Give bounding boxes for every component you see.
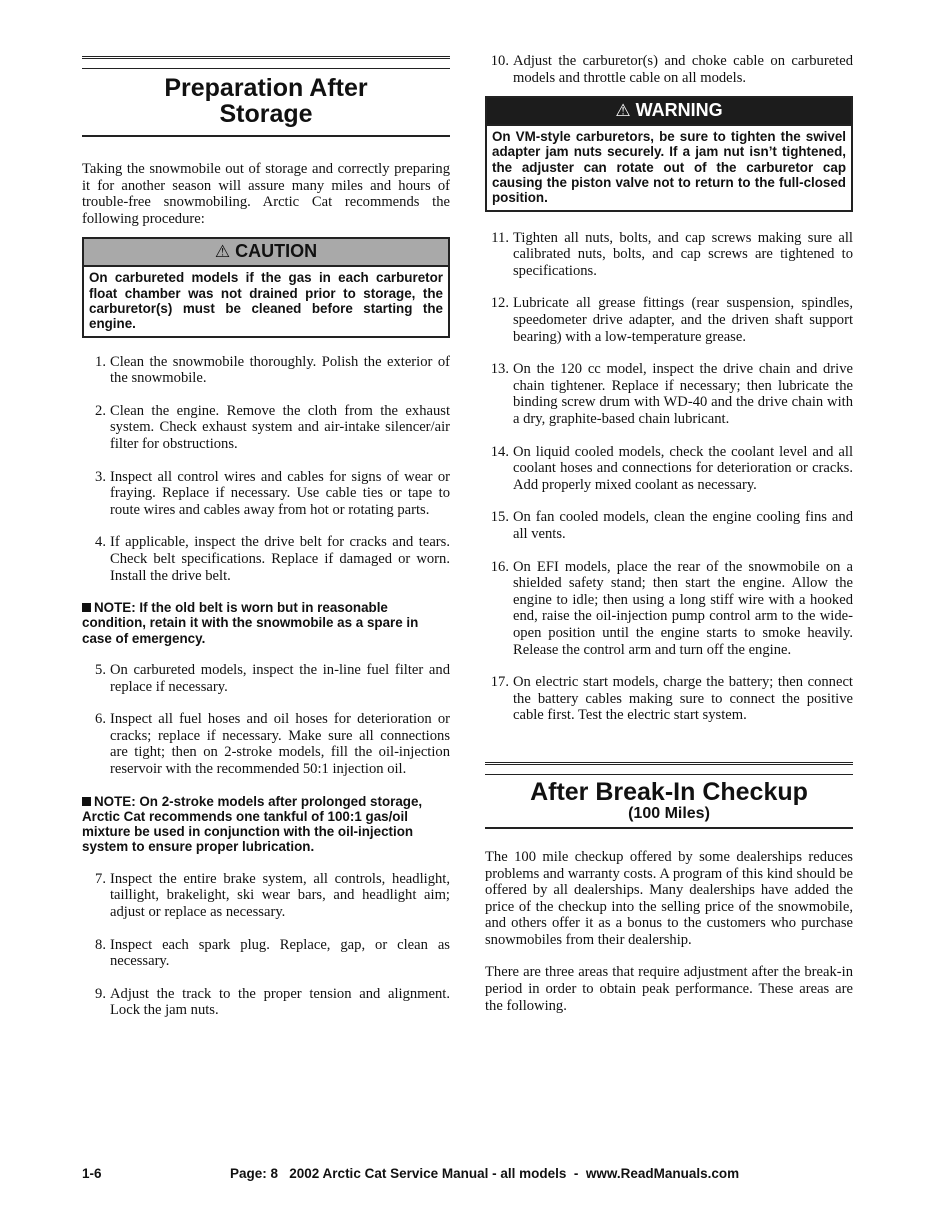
warning-header xyxy=(487,98,851,126)
right-column xyxy=(485,53,853,1014)
steps-list-b xyxy=(82,662,450,778)
checkup-areas-paragraph: There are three areas that require adjustment after the break-in period in order to obtain peak performance. These areas are the following. xyxy=(485,964,853,1014)
list-item: 3. Inspect all control wires and cables for signs of wear or fraying. Replace if necessary. Use cable ties or tape to route wires and cables away from hot or rotating parts. xyxy=(95,468,450,518)
caution-label: CAUTION xyxy=(235,241,318,262)
steps-list-a xyxy=(82,354,450,585)
checkup-paragraph: The 100 mile checkup offered by some dealerships reduces problems and warranty costs. A program of this kind should be offered by all dealerships. Many dealerships have added the price of the checkup into the selling price of the snowmobile, and others offer it as a bonus to the customers who purchase snowmobiles from their dealership. xyxy=(485,848,853,948)
caution-box xyxy=(82,237,450,337)
list-item: 16. On EFI models, place the rear of the snowmobile on a shielded safety stand; then start the engine. Allow the engine to idle; then using a long stiff wire with a hooked end, raise the oil-injection pump control arm to the wide-open position until the engine starts to smoke heavily. Release the control arm and turn off the engine. xyxy=(490,558,853,658)
warning-box xyxy=(485,96,853,211)
checkup-subtitle: (100 Miles) xyxy=(628,804,710,822)
bullet-square-icon xyxy=(82,797,91,806)
list-item: 11. Tighten all nuts, bolts, and cap screws making sure all calibrated nuts, bolts, and cap screws are tightened to specifications. xyxy=(491,229,853,279)
checkup-title: After Break-In Checkup xyxy=(530,777,808,806)
steps-list-c xyxy=(82,871,450,1019)
list-item: 15. On fan cooled models, clean the engine cooling fins and all vents. xyxy=(490,509,853,542)
section-title: Preparation After Storage xyxy=(164,74,368,128)
intro-paragraph: Taking the snowmobile out of storage and correctly preparing it for another season will assure many miles and hours of trouble-free snowmobiling. Arctic Cat recommends the following procedure: xyxy=(82,161,450,227)
list-item: 13. On the 120 cc model, inspect the drive chain and drive chain tightener. Replace if necessary; then lubricate the binding screw drum with WD-40 and the drive chain with a dry, graphite-based chain lubricant. xyxy=(490,361,853,428)
caution-header xyxy=(84,239,448,267)
list-item: 9. Adjust the track to the proper tension and alignment. Lock the jam nuts. xyxy=(95,985,450,1019)
steps-list-d xyxy=(485,53,853,86)
list-item: 12. Lubricate all grease fittings (rear suspension, spindles, speedometer drive adapter, and the driven shaft support bearing) with a low-temperature grease. xyxy=(490,295,853,345)
warning-triangle-icon: ⚠ xyxy=(214,242,231,262)
note-2-stroke: NOTE: On 2-stroke models after prolonged storage, Arctic Cat recommends one tankful of 100:1 gas/oil mixture be used in conjunction with the oil-injection system to ensure proper lubrication. xyxy=(82,793,423,855)
footer-source: Page: 8 2002 Arctic Cat Service Manual - all models - www.ReadManuals.com xyxy=(230,1166,740,1181)
caution-text: On carbureted models if the gas in each carburetor float chamber was not drained prior to storage, the carburetor(s) must be cleaned before starting the engine. xyxy=(89,270,443,332)
bullet-square-icon xyxy=(82,603,91,612)
list-item: 4. If applicable, inspect the drive belt for cracks and tears. Check belt specifications. Replace if damaged or worn. Install the drive belt. xyxy=(95,534,450,584)
list-item: 1. Clean the snowmobile thoroughly. Polish the exterior of the snowmobile. xyxy=(95,353,450,387)
section-title-block xyxy=(82,56,450,137)
warning-label: WARNING xyxy=(635,100,723,121)
list-item: 14. On liquid cooled models, check the coolant level and all coolant hoses and connections for deterioration or cracks. Add properly mixed coolant as necessary. xyxy=(490,443,853,493)
warning-text: On VM-style carburetors, be sure to tighten the swivel adapter jam nuts securely. If a jam nut isn’t tightened, the adjuster can rotate out of the carburetor cap causing the piston valve not to return to the full-closed position. xyxy=(492,129,846,206)
list-item: 6. Inspect all fuel hoses and oil hoses for deterioration or cracks; replace if necessary. Make sure all connections are tight; then on 2-stroke models, fill the oil-injection reservoir with the recommended 50:1 injection oil. xyxy=(95,711,450,777)
page-number: 1-6 xyxy=(82,1166,102,1181)
list-item: 5. On carbureted models, inspect the in-line fuel filter and replace if necessary. xyxy=(95,661,450,695)
steps-list-e xyxy=(485,230,853,724)
note-belt: NOTE: If the old belt is worn but in reasonable condition, retain it with the snowmobile as a spare in case of emergency. xyxy=(82,600,419,646)
checkup-title-block xyxy=(485,762,853,829)
list-item: 2. Clean the engine. Remove the cloth from the exhaust system. Check exhaust system and air-intake silencer/air filter for obstructions. xyxy=(95,402,450,452)
list-item: 8. Inspect each spark plug. Replace, gap, or clean as necessary. xyxy=(95,936,450,970)
warning-triangle-icon: ⚠ xyxy=(615,101,631,121)
list-item: 10. Adjust the carburetor(s) and choke cable on carbureted models and throttle cable on all models. xyxy=(490,53,853,86)
list-item: 7. Inspect the entire brake system, all controls, headlight, taillight, brakelight, ski wear bars, and headlight aim; adjust or replace as necessary. xyxy=(95,870,450,920)
left-column xyxy=(82,0,450,1035)
list-item: 17. On electric start models, charge the battery; then connect the battery cables making sure to connect the positive cable first. Test the electric start system. xyxy=(490,674,853,724)
